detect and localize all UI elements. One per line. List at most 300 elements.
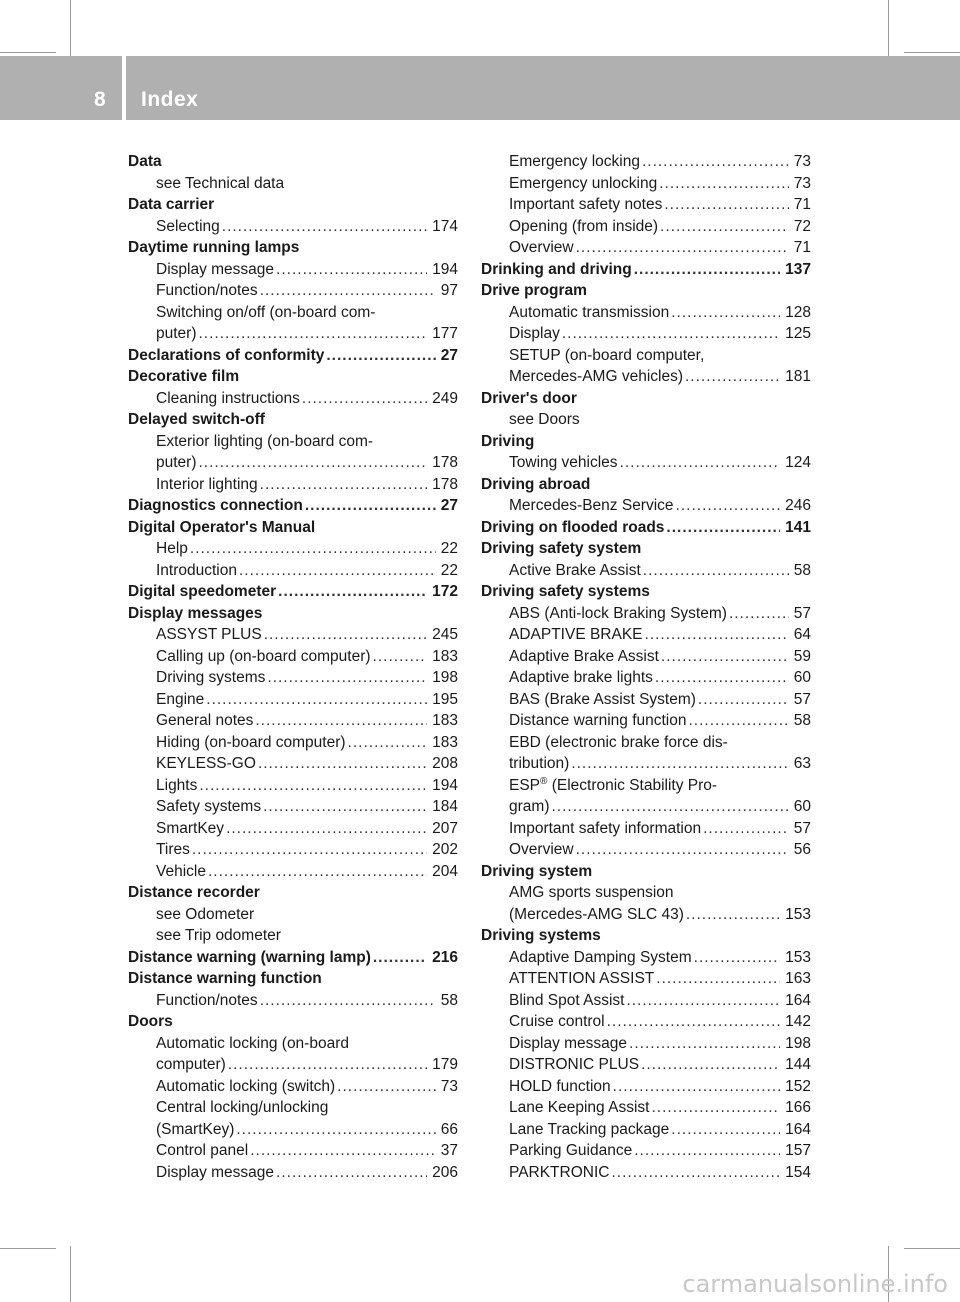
entry-text: HOLD function — [509, 1077, 611, 1095]
entry-text: Central locking/unlocking — [156, 1099, 329, 1116]
leader-dots — [686, 904, 780, 926]
index-subentry — [481, 710, 811, 732]
index-subentry — [481, 624, 811, 646]
entry-text: see Trip odometer — [156, 927, 281, 944]
index-subentry — [481, 495, 811, 517]
entry-text: ASSYST PLUS — [156, 626, 262, 643]
page-reference: 184 — [432, 798, 458, 815]
index-subentry — [128, 173, 458, 195]
leader-dots — [642, 151, 789, 173]
index-subentry — [481, 366, 811, 388]
page-reference: 153 — [785, 905, 811, 923]
entry-text: Calling up (on-board computer) — [156, 647, 371, 665]
entry-text: see Doors — [509, 411, 580, 428]
page-reference: 152 — [785, 1077, 811, 1095]
page-reference: 249 — [432, 389, 458, 407]
index-heading — [481, 538, 811, 560]
page-reference: 204 — [432, 862, 458, 880]
index-subentry — [128, 753, 458, 775]
entry-text: Display messages — [128, 604, 263, 622]
index-subentry — [481, 968, 811, 990]
leader-dots — [373, 947, 427, 969]
leader-dots — [258, 753, 427, 775]
index-subentry — [128, 452, 458, 474]
entry-text: ATTENTION ASSIST — [509, 970, 655, 987]
entry-text: Driving safety systems — [481, 583, 650, 600]
index-subentry — [128, 431, 458, 453]
leader-dots — [228, 1054, 427, 1076]
entry-text: Active Brake Assist — [509, 561, 641, 579]
index-heading — [481, 431, 811, 453]
index-subentry — [128, 667, 458, 689]
entry-text: Opening (from inside) — [509, 217, 659, 235]
page-reference: 66 — [440, 1120, 458, 1138]
entry-text: ABS (Anti-lock Braking System) — [509, 604, 727, 622]
crop-mark — [70, 1246, 71, 1302]
leader-dots — [655, 667, 789, 689]
entry-text: Overview — [509, 239, 574, 256]
entry-text: ADAPTIVE BRAKE — [509, 626, 643, 643]
entry-text: puter) — [156, 454, 197, 471]
index-subentry — [481, 173, 811, 195]
index-subentry — [481, 1054, 811, 1076]
page-reference: 142 — [785, 1013, 811, 1030]
index-heading — [128, 495, 458, 517]
registered-mark: ® — [540, 775, 548, 787]
page-reference: 246 — [785, 497, 811, 514]
entry-text: Vehicle — [156, 862, 206, 880]
leader-dots — [576, 237, 789, 259]
index-subentry — [128, 1033, 458, 1055]
leader-dots — [551, 796, 788, 818]
entry-text: Tires — [156, 841, 190, 858]
leader-dots — [276, 1162, 427, 1184]
page-reference: 141 — [785, 518, 811, 536]
index-subentry — [481, 345, 811, 367]
page-reference: 194 — [432, 776, 458, 794]
leader-dots — [562, 323, 780, 345]
page-reference: 56 — [793, 841, 811, 858]
leader-dots — [250, 1140, 436, 1162]
index-subentry — [128, 796, 458, 818]
index-subentry — [481, 839, 811, 861]
page-reference: 57 — [793, 604, 811, 622]
leader-dots — [276, 259, 427, 281]
entry-text: Exterior lighting (on-board com- — [156, 432, 374, 450]
entry-text: General notes — [156, 712, 254, 729]
leader-dots — [236, 1119, 435, 1141]
leader-dots — [260, 474, 427, 496]
page-reference: 22 — [440, 561, 458, 579]
index-subentry — [128, 302, 458, 324]
index-heading — [481, 259, 811, 281]
index-heading — [128, 581, 458, 603]
index-subentry — [128, 388, 458, 410]
page-reference: 154 — [785, 1163, 811, 1181]
entry-text: Selecting — [156, 217, 220, 235]
leader-dots — [660, 216, 789, 238]
index-subentry — [481, 560, 811, 582]
header-divider — [122, 56, 126, 120]
index-subentry — [481, 1097, 811, 1119]
index-heading — [128, 882, 458, 904]
entry-text: Distance warning function — [509, 712, 687, 729]
index-subentry — [481, 1076, 811, 1098]
page-reference: 22 — [440, 540, 458, 557]
index-subentry — [128, 259, 458, 281]
page-reference: 58 — [793, 561, 811, 579]
leader-dots — [576, 839, 789, 861]
entry-text: EBD (electronic brake force dis- — [509, 733, 728, 751]
index-subentry — [481, 818, 811, 840]
entry-text: Decorative film — [128, 368, 240, 385]
index-subentry — [481, 882, 811, 904]
page-reference: 58 — [440, 991, 458, 1009]
leader-dots — [222, 216, 427, 238]
index-heading — [481, 517, 811, 539]
entry-text: Overview — [509, 841, 574, 858]
entry-text: Driver's door — [481, 389, 577, 407]
entry-text: AMG sports suspension — [509, 884, 674, 901]
page-reference: 59 — [793, 647, 811, 665]
index-heading — [481, 388, 811, 410]
index-subentry — [128, 624, 458, 646]
entry-text: SETUP (on-board computer, — [509, 346, 705, 364]
index-subentry — [481, 947, 811, 969]
entry-text: ESP® (Electronic Stability Pro- — [509, 775, 718, 794]
leader-dots — [643, 560, 789, 582]
entry-text: Automatic transmission — [509, 303, 670, 321]
index-subentry — [128, 1076, 458, 1098]
leader-dots — [190, 538, 436, 560]
entry-text: see Odometer — [156, 905, 255, 923]
page-reference: 60 — [793, 669, 811, 686]
page-reference: 208 — [432, 755, 458, 772]
crop-mark — [904, 1248, 960, 1249]
entry-text: Data carrier — [128, 196, 215, 213]
page-reference: 125 — [785, 325, 811, 342]
watermark: carmanualsonline.info — [682, 1270, 948, 1298]
leader-dots — [199, 452, 428, 474]
entry-text: Mercedes-Benz Service — [509, 497, 674, 514]
index-subentry — [128, 1119, 458, 1141]
index-subentry — [128, 732, 458, 754]
leader-dots — [651, 1097, 780, 1119]
entry-text: Driving safety system — [481, 540, 642, 557]
leader-dots — [278, 581, 427, 603]
leader-dots — [305, 495, 436, 517]
index-subentry — [481, 151, 811, 173]
leader-dots — [729, 603, 789, 625]
page-reference: 206 — [432, 1163, 458, 1181]
page-reference: 174 — [432, 217, 458, 235]
page-reference: 128 — [785, 303, 811, 321]
entry-text: Introduction — [156, 561, 237, 579]
entry-text: Display message — [509, 1034, 628, 1052]
entry-text: (Mercedes-AMG SLC 43) — [509, 905, 684, 923]
entry-text: Driving abroad — [481, 475, 591, 493]
entry-text: BAS (Brake Assist System) — [509, 690, 696, 708]
index-subentry — [481, 796, 811, 818]
entry-text: KEYLESS-GO — [156, 755, 256, 772]
entry-text: Display — [509, 325, 560, 342]
index-subentry — [481, 689, 811, 711]
page-reference: 166 — [785, 1099, 811, 1116]
leader-dots — [629, 1033, 780, 1055]
index-subentry — [128, 1097, 458, 1119]
entry-text: Digital Operator's Manual — [128, 518, 316, 536]
index-subentry — [128, 280, 458, 302]
page-reference: 124 — [785, 454, 811, 471]
page-reference: 163 — [785, 970, 811, 987]
index-subentry — [128, 990, 458, 1012]
entry-text: Adaptive Damping System — [509, 948, 692, 966]
index-subentry — [481, 237, 811, 259]
entry-text: Doors — [128, 1013, 173, 1030]
leader-dots — [661, 646, 789, 668]
leader-dots — [698, 689, 789, 711]
entry-text: DISTRONIC PLUS — [509, 1056, 640, 1073]
entry-text: Drinking and driving — [481, 260, 632, 278]
index-subentry — [481, 323, 811, 345]
page-number: 8 — [94, 88, 106, 111]
leader-dots — [199, 775, 427, 797]
page-reference: 178 — [432, 475, 458, 493]
entry-text: Distance recorder — [128, 884, 260, 901]
page-reference: 195 — [432, 690, 458, 708]
index-heading — [481, 474, 811, 496]
leader-dots — [611, 1162, 780, 1184]
index-heading — [128, 947, 458, 969]
index-subentry — [481, 753, 811, 775]
page-reference: 216 — [432, 948, 458, 966]
entry-text: Declarations of conformity — [128, 346, 325, 364]
entry-text: Emergency unlocking — [509, 174, 658, 192]
page-reference: 245 — [432, 626, 458, 643]
entry-text: Help — [156, 540, 188, 557]
leader-dots — [206, 689, 427, 711]
page-reference: 58 — [793, 712, 811, 729]
entry-text: Driving systems — [156, 669, 266, 686]
index-heading — [128, 345, 458, 367]
page-reference: 207 — [432, 819, 458, 837]
index-subentry — [128, 560, 458, 582]
leader-dots — [671, 1119, 780, 1141]
index-subentry — [481, 1162, 811, 1184]
index-heading — [128, 151, 458, 173]
entry-text: gram) — [509, 798, 550, 815]
page-reference: 72 — [793, 217, 811, 235]
leader-dots — [685, 366, 780, 388]
leader-dots — [666, 517, 780, 539]
index-subentry — [481, 732, 811, 754]
index-subentry — [481, 194, 811, 216]
entry-text: Driving on flooded roads — [481, 518, 665, 536]
crop-mark — [0, 52, 56, 53]
page-reference: 64 — [793, 626, 811, 643]
page-reference: 97 — [440, 282, 458, 299]
index-subentry — [481, 302, 811, 324]
index-subentry — [128, 904, 458, 926]
page-reference: 198 — [432, 669, 458, 686]
leader-dots — [703, 818, 789, 840]
index-heading — [481, 280, 811, 302]
leader-dots — [664, 194, 788, 216]
entry-text: Driving system — [481, 862, 593, 880]
entry-text: Interior lighting — [156, 475, 258, 493]
index-subentry — [128, 1054, 458, 1076]
entry-text: Lane Tracking package — [509, 1120, 670, 1138]
leader-dots — [337, 1076, 436, 1098]
index-heading — [128, 237, 458, 259]
page-reference: 71 — [793, 239, 811, 256]
entry-text: Towing vehicles — [509, 454, 618, 471]
leader-dots — [607, 1011, 781, 1033]
index-heading — [128, 366, 458, 388]
index-subentry — [481, 216, 811, 238]
index-subentry — [481, 667, 811, 689]
page-reference: 27 — [440, 497, 458, 514]
entry-text: Safety systems — [156, 798, 262, 815]
leader-dots — [260, 280, 436, 302]
entry-text: Display message — [156, 260, 275, 278]
leader-dots — [208, 861, 427, 883]
crop-mark — [70, 0, 71, 56]
entry-text: Daytime running lamps — [128, 239, 300, 256]
crop-mark — [0, 1248, 56, 1249]
index-heading — [128, 409, 458, 431]
entry-text: Display message — [156, 1163, 275, 1181]
entry-text: Automatic locking (on-board — [156, 1034, 349, 1052]
index-subentry — [481, 603, 811, 625]
page-reference: 57 — [793, 819, 811, 837]
page-reference: 177 — [432, 325, 458, 342]
index-subentry — [128, 1140, 458, 1162]
leader-dots — [671, 302, 780, 324]
entry-text: SmartKey — [156, 819, 225, 837]
index-subentry — [481, 1119, 811, 1141]
index-subentry — [128, 646, 458, 668]
leader-dots — [255, 710, 427, 732]
index-subentry — [128, 538, 458, 560]
entry-text: Control panel — [156, 1142, 249, 1159]
index-subentry — [128, 925, 458, 947]
entry-text: Function/notes — [156, 991, 258, 1009]
index-subentry — [128, 710, 458, 732]
leader-dots — [659, 173, 789, 195]
leader-dots — [641, 1054, 780, 1076]
index-heading — [481, 581, 811, 603]
entry-text: Lights — [156, 776, 198, 794]
leader-dots — [689, 710, 789, 732]
entry-text: Distance warning (warning lamp) — [128, 948, 371, 966]
entry-text: Lane Keeping Assist — [509, 1099, 650, 1116]
index-subentry — [481, 409, 811, 431]
index-subentry — [481, 775, 811, 797]
page-reference: 73 — [793, 153, 811, 170]
page-reference: 178 — [432, 454, 458, 471]
leader-dots — [634, 1140, 780, 1162]
entry-text: see Technical data — [156, 174, 285, 192]
entry-text: Emergency locking — [509, 153, 640, 170]
index-subentry — [481, 646, 811, 668]
leader-dots — [263, 796, 427, 818]
page-reference: 73 — [793, 174, 811, 192]
entry-text: Engine — [156, 690, 205, 708]
leader-dots — [302, 388, 427, 410]
index-heading — [128, 603, 458, 625]
leader-dots — [260, 990, 436, 1012]
index-subentry — [128, 1162, 458, 1184]
page-reference: 137 — [785, 260, 811, 278]
entry-text: Adaptive brake lights — [509, 669, 653, 686]
entry-text: Important safety information — [509, 819, 702, 837]
index-subentry — [128, 474, 458, 496]
entry-text: Digital speedometer — [128, 583, 277, 600]
leader-dots — [645, 624, 789, 646]
entry-text: Blind Spot Assist — [509, 991, 625, 1009]
page-reference: 198 — [785, 1034, 811, 1052]
page-reference: 153 — [785, 948, 811, 966]
entry-text: PARKTRONIC — [509, 1163, 610, 1181]
page-reference: 57 — [793, 690, 811, 708]
leader-dots — [348, 732, 428, 754]
entry-text: Cleaning instructions — [156, 389, 300, 407]
leader-dots — [613, 1076, 780, 1098]
leader-dots — [373, 646, 428, 668]
index-column-right — [481, 151, 811, 1183]
entry-text: Cruise control — [509, 1013, 605, 1030]
page-reference: 172 — [432, 583, 458, 600]
entry-text: Function/notes — [156, 282, 258, 299]
entry-text: Diagnostics connection — [128, 497, 303, 514]
index-heading — [128, 194, 458, 216]
page-reference: 183 — [432, 647, 458, 665]
page-reference: 194 — [432, 260, 458, 278]
page-reference: 63 — [793, 755, 811, 772]
page-reference: 164 — [785, 991, 811, 1009]
leader-dots — [656, 968, 780, 990]
page-reference: 60 — [793, 798, 811, 815]
crop-mark — [888, 0, 889, 56]
index-subentry — [128, 839, 458, 861]
page-reference: 37 — [440, 1142, 458, 1159]
leader-dots — [634, 259, 780, 281]
page-reference: 183 — [432, 733, 458, 751]
page-reference: 157 — [785, 1142, 811, 1159]
page-reference: 181 — [785, 368, 811, 385]
entry-text: Hiding (on-board computer) — [156, 733, 346, 751]
entry-text: Switching on/off (on-board com- — [156, 303, 376, 321]
index-heading — [481, 925, 811, 947]
entry-text: (SmartKey) — [156, 1120, 235, 1138]
entry-text: Driving systems — [481, 927, 601, 944]
page-reference: 183 — [432, 712, 458, 729]
page-reference: 179 — [432, 1056, 458, 1073]
index-subentry — [128, 689, 458, 711]
leader-dots — [267, 667, 427, 689]
page-reference: 73 — [440, 1077, 458, 1095]
entry-text: Distance warning function — [128, 970, 322, 987]
index-heading — [481, 861, 811, 883]
index-subentry — [481, 1033, 811, 1055]
index-heading — [128, 968, 458, 990]
entry-text: Important safety notes — [509, 196, 663, 213]
index-subentry — [128, 323, 458, 345]
leader-dots — [226, 818, 427, 840]
crop-mark — [904, 52, 960, 53]
index-subentry — [128, 818, 458, 840]
